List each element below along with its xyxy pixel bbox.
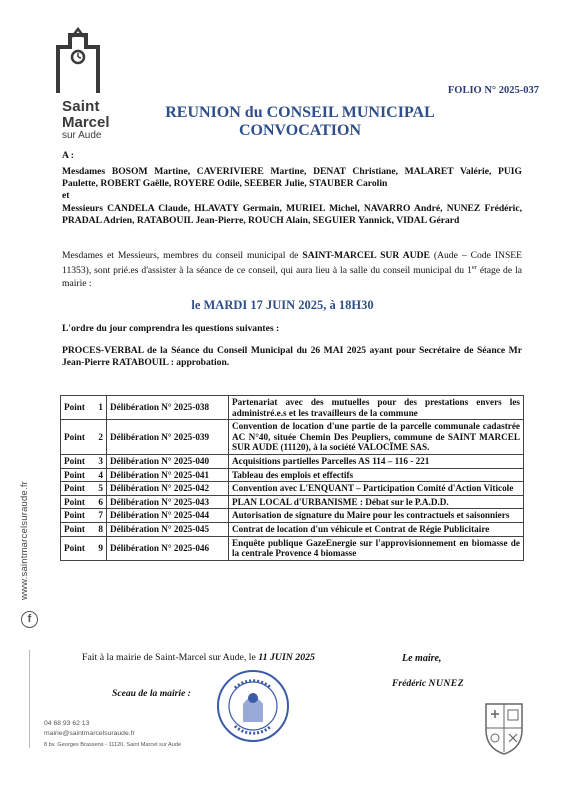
phone-number: 04 68 93 62 13 — [44, 720, 90, 727]
recipients-label: A : — [62, 150, 74, 161]
agenda-point-label: Point — [64, 402, 85, 413]
postal-address: 8 bv. Georges Brassens - 11120, Saint Marcel sur Aude — [44, 742, 182, 748]
sceau-label: Sceau de la mairie : — [112, 688, 191, 699]
signature-last-name: NUNEZ — [428, 678, 465, 689]
agenda-subject: Enquête publique GazeEnergie sur l'approvisionnement en biomasse de la centrale Provence 4 biomasse — [229, 536, 524, 560]
agenda-subject: Convention de location d'une partie de la parcelle communale cadastrée AC N°40, située Chemin Des Peupliers, commune de SAINT MARCEL SUR AUDE (11120), à la société VALOCÏME SAS. — [229, 420, 524, 455]
agenda-point-label: Point — [64, 510, 85, 521]
agenda-row — [61, 454, 524, 468]
agenda-subject: Autorisation de signature du Maire pour les contractuels et saisonniers — [229, 509, 524, 523]
agenda-subject: Convention avec L'ENQUANT – Participation Comité d'Action Viticole — [229, 482, 524, 496]
agenda-point-number: 4 — [98, 469, 103, 480]
agenda-point-number: 1 — [98, 402, 103, 413]
agenda-point-cell — [61, 420, 107, 455]
agenda-point-number: 3 — [98, 455, 103, 466]
coat-of-arms-icon — [482, 700, 526, 756]
recipients-mesdames: Mesdames BOSOM Martine, CAVERIVIERE Martine, DENAT Christiane, MALARET Valérie, PUIG Paulette, ROBERT Gaëlle, ROYERE Odile, SEEBER Julie, STAUBER Carolin — [62, 166, 522, 190]
title-line-1: REUNION du CONSEIL MUNICIPAL — [165, 104, 435, 121]
agenda-point-label: Point — [64, 431, 85, 442]
meeting-date: le MARDI 17 JUIN 2025, à 18H30 — [191, 298, 374, 312]
agenda-row — [61, 536, 524, 560]
email-address[interactable]: mairie@saintmarcelsuraude.fr — [44, 730, 135, 737]
agenda-table — [60, 395, 524, 561]
footer-divider — [29, 650, 30, 748]
intro-part-3: étage de la mairie : — [62, 265, 522, 289]
agenda-point-label: Point — [64, 469, 85, 480]
agenda-point-number: 2 — [98, 431, 103, 442]
agenda-row — [61, 495, 524, 509]
agenda-subject: PLAN LOCAL d'URBANISME : Débat sur le P.A.D.D. — [229, 495, 524, 509]
intro-part-1: Mesdames et Messieurs, membres du conseil municipal de — [62, 250, 303, 261]
agenda-point-cell — [61, 509, 107, 523]
agenda-subject: Acquisitions partielles Parcelles AS 114 – 116 - 221 — [229, 454, 524, 468]
agenda-point-cell — [61, 482, 107, 496]
recipients-messieurs: Messieurs CANDELA Claude, HLAVATY Germain, MURIEL Michel, NAVARRO André, NUNEZ Frédéric, PRADAL Adrien, RATABOUIL Jean-Pierre, ROUCH Alain, SEGUIER Yannick, VIDAL Gérard — [62, 202, 522, 226]
agenda-point-cell — [61, 536, 107, 560]
agenda-point-number: 9 — [98, 542, 103, 553]
agenda-row — [61, 420, 524, 455]
agenda-subject: Tableau des emplois et effectifs — [229, 468, 524, 482]
agenda-subject: Contrat de location d'un véhicule et Contrat de Régie Publicitaire — [229, 522, 524, 536]
intro-sup: er — [471, 264, 477, 272]
logo-text-sur-aude: sur Aude — [62, 130, 102, 141]
agenda-row — [61, 396, 524, 420]
website-link[interactable]: www.saintmarcelsuraude.fr — [19, 480, 30, 600]
convocation-paragraph — [62, 250, 522, 290]
title-line-2: CONVOCATION — [238, 122, 362, 139]
agenda-deliberation: Délibération N° 2025-042 — [107, 482, 229, 496]
agenda-point-label: Point — [64, 483, 85, 494]
agenda-point-cell — [61, 396, 107, 420]
le-maire-label: Le maire, — [402, 653, 442, 664]
agenda-point-cell — [61, 522, 107, 536]
mairie-seal-icon — [215, 668, 291, 744]
agenda-point-number: 7 — [98, 510, 103, 521]
agenda-deliberation: Délibération N° 2025-039 — [107, 420, 229, 455]
intro-commune: SAINT-MARCEL SUR AUDE — [302, 250, 430, 261]
agenda-row — [61, 522, 524, 536]
agenda-point-label: Point — [64, 542, 85, 553]
agenda-deliberation: Délibération N° 2025-043 — [107, 495, 229, 509]
facebook-icon[interactable]: f — [21, 611, 38, 628]
signed-at — [82, 652, 315, 663]
agenda-row — [61, 468, 524, 482]
agenda-point-label: Point — [64, 496, 85, 507]
commune-logo — [40, 25, 140, 141]
agenda-point-label: Point — [64, 523, 85, 534]
logo-text-marcel: Marcel — [62, 114, 110, 131]
clock-tower-icon — [50, 25, 106, 95]
agenda-point-number: 5 — [98, 483, 103, 494]
recipients-et: et — [62, 190, 70, 202]
agenda-deliberation: Délibération N° 2025-045 — [107, 522, 229, 536]
proces-verbal: PROCES-VERBAL de la Séance du Conseil Municipal du 26 MAI 2025 ayant pour Secrétaire de Séance Mr Jean-Pierre RATABOUIL : approbation. — [62, 345, 522, 369]
agenda-row — [61, 482, 524, 496]
folio-number: FOLIO N° 2025-037 — [447, 85, 539, 96]
signature-first-name: Frédéric — [392, 678, 429, 689]
document-title — [150, 104, 450, 140]
mayor-signature — [392, 678, 464, 689]
agenda-point-number: 8 — [98, 523, 103, 534]
intro-part-2: (Aude – Code INSEE 11353), sont prié.es d'assister à la séance de ce conseil, qui aura lieu à la salle du conseil municipal du 1 — [62, 250, 523, 277]
logo-text-saint: Saint — [62, 98, 100, 115]
agenda-deliberation: Délibération N° 2025-046 — [107, 536, 229, 560]
agenda-deliberation: Délibération N° 2025-041 — [107, 468, 229, 482]
agenda-point-cell — [61, 468, 107, 482]
signed-at-date: 11 JUIN 2025 — [258, 652, 315, 663]
agenda-row — [61, 509, 524, 523]
agenda-intro: L'ordre du jour comprendra les questions suivantes : — [62, 323, 280, 334]
agenda-deliberation: Délibération N° 2025-040 — [107, 454, 229, 468]
agenda-point-number: 6 — [98, 496, 103, 507]
recipients-list — [62, 166, 522, 227]
agenda-point-label: Point — [64, 455, 85, 466]
agenda-point-cell — [61, 454, 107, 468]
agenda-point-cell — [61, 495, 107, 509]
agenda-deliberation: Délibération N° 2025-038 — [107, 396, 229, 420]
signed-at-text: Fait à la mairie de Saint-Marcel sur Aude, le — [82, 652, 259, 663]
agenda-deliberation: Délibération N° 2025-044 — [107, 509, 229, 523]
agenda-subject: Partenariat avec des mutuelles pour des prestations envers les administré.e.s et les travailleurs de la commune — [229, 396, 524, 420]
